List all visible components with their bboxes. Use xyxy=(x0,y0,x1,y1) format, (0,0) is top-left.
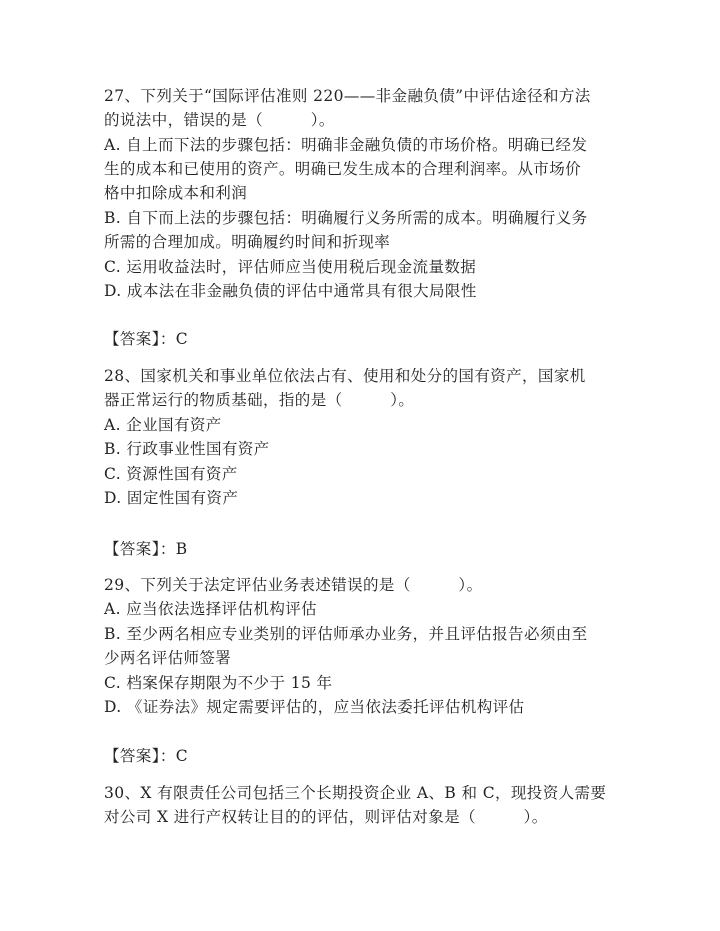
question-29-option-c: C. 档案保存期限为不少于 15 年 xyxy=(104,674,333,692)
question-27-option-c: C. 运用收益法时，评估师应当使用税后现金流量数据 xyxy=(104,258,477,276)
question-29-option-b-line-1: B. 至少两名相应专业类别的评估师承办业务，并且评估报告必须由至 xyxy=(104,625,588,643)
question-29-option-a: A. 应当依法选择评估机构评估 xyxy=(104,600,318,618)
question-29-stem: 29、下列关于法定评估业务表述错误的是（ ）。 xyxy=(104,576,483,594)
question-28-option-b: B. 行政事业性国有资产 xyxy=(104,440,270,458)
question-28-answer: 【答案】：B xyxy=(104,540,188,558)
question-28-stem-line-2: 器正常运行的物质基础，指的是（ ）。 xyxy=(104,391,415,409)
question-27-stem-line-1: 27、下列关于“国际评估准则 220——非金融负债”中评估途径和方法 xyxy=(104,87,591,105)
question-29-option-d: D. 《证券法》规定需要评估的，应当依法委托评估机构评估 xyxy=(104,698,525,716)
question-27-option-a-line-1: A. 自上而下法的步骤包括：明确非金融负债的市场价格。明确已经发 xyxy=(104,136,588,154)
question-27-option-b-line-1: B. 自下而上法的步骤包括：明确履行义务所需的成本。明确履行义务 xyxy=(104,209,588,227)
question-30-stem-line-2: 对公司 X 进行产权转让目的的评估，则评估对象是（ ）。 xyxy=(104,808,548,826)
question-29-option-b-line-2: 少两名评估师签署 xyxy=(104,649,232,667)
question-28-option-d: D. 固定性国有资产 xyxy=(104,489,239,507)
question-29-answer: 【答案】：C xyxy=(104,747,189,765)
question-28-option-a: A. 企业国有资产 xyxy=(104,416,222,434)
question-27-stem-line-2: 的说法中，错误的是（ ）。 xyxy=(104,111,335,129)
question-27-option-b-line-2: 所需的合理加成。明确履约时间和折现率 xyxy=(104,233,391,251)
question-28-option-c: C. 资源性国有资产 xyxy=(104,465,238,483)
question-27-option-a-line-3: 格中扣除成本和利润 xyxy=(104,184,248,202)
question-28-stem-line-1: 28、国家机关和事业单位依法占有、使用和处分的国有资产，国家机 xyxy=(104,367,586,385)
question-27-option-a-line-2: 生的成本和已使用的资产。明确已发生成本的合理利润率。从市场价 xyxy=(104,160,582,178)
question-30-stem-line-1: 30、X 有限责任公司包括三个长期投资企业 A、B 和 C，现投资人需要 xyxy=(104,784,607,802)
question-27-answer: 【答案】：C xyxy=(104,330,189,348)
question-27-option-d: D. 成本法在非金融负债的评估中通常具有很大局限性 xyxy=(104,282,477,300)
